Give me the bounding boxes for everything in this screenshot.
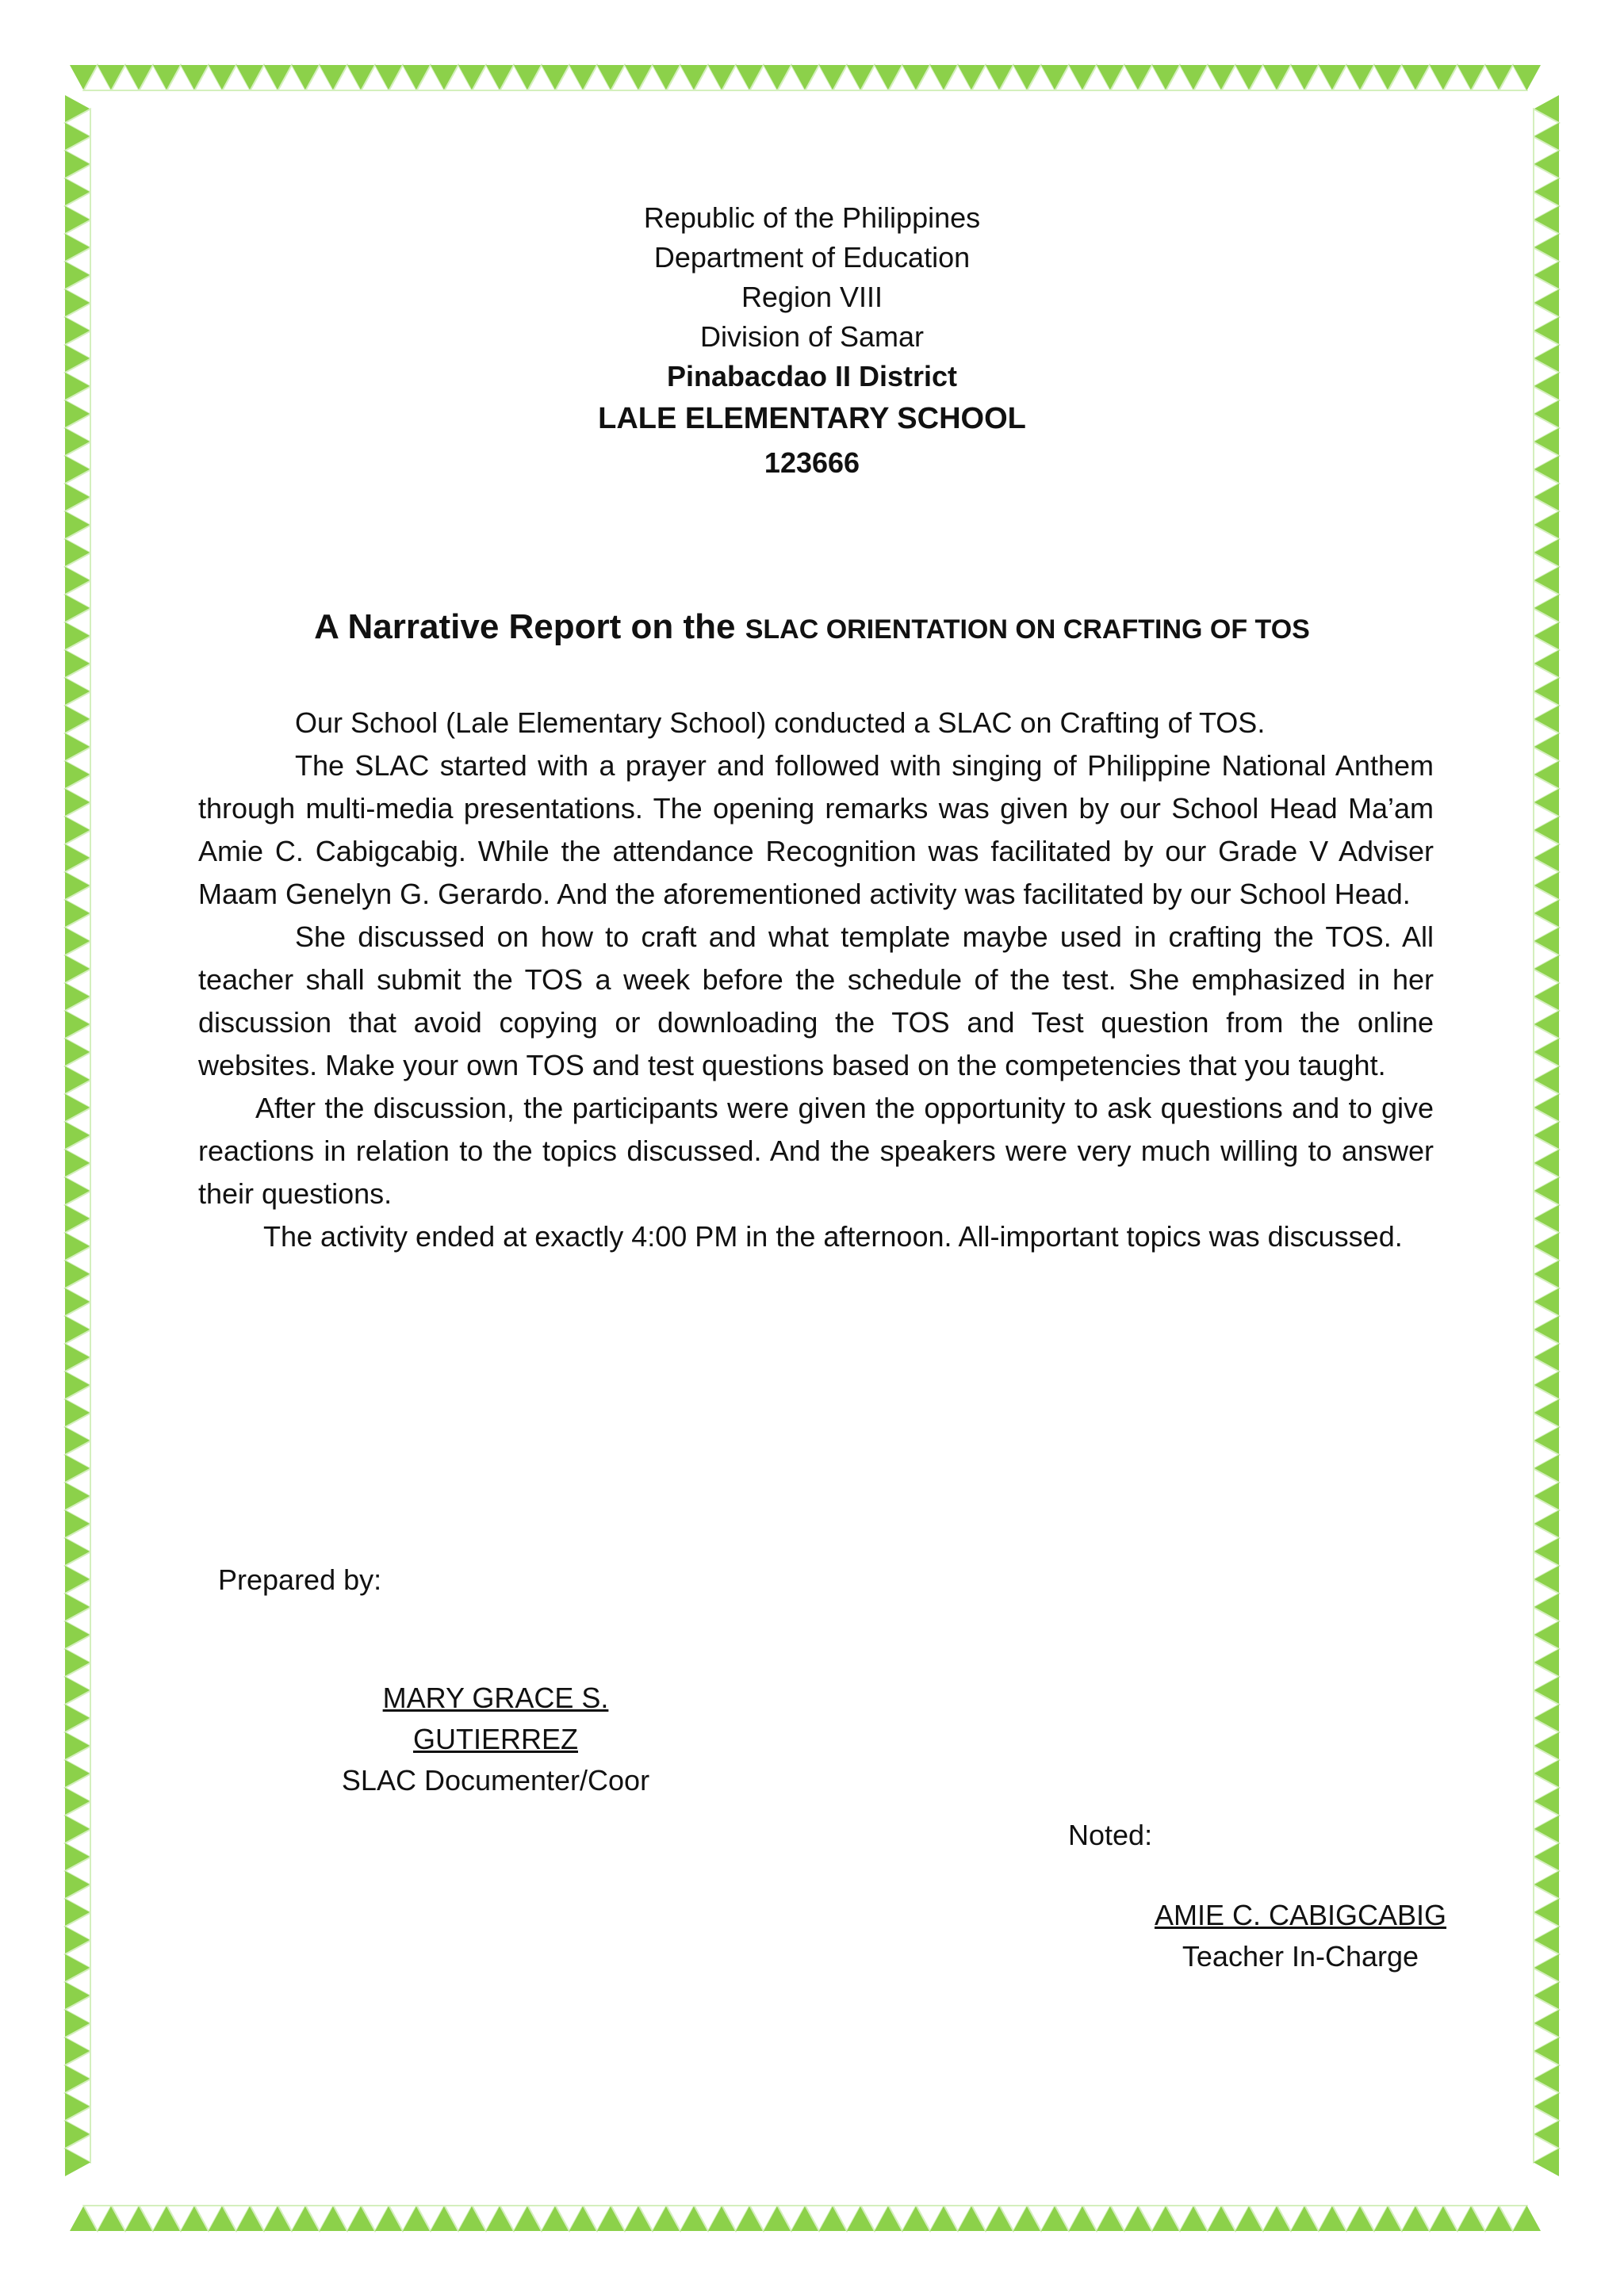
border-triangle bbox=[1208, 65, 1235, 90]
border-triangle bbox=[930, 2206, 958, 2231]
border-triangle bbox=[1534, 1954, 1559, 1982]
border-triangle bbox=[292, 65, 320, 90]
letterhead bbox=[0, 198, 1624, 485]
prepared-by-signature bbox=[301, 1678, 690, 1801]
border-triangle bbox=[236, 2206, 264, 2231]
border-triangle bbox=[458, 2206, 486, 2231]
border-triangle bbox=[1534, 1732, 1559, 1760]
border-triangle bbox=[1534, 1538, 1559, 1566]
border-triangle bbox=[1013, 65, 1041, 90]
border-triangle bbox=[1180, 2206, 1208, 2231]
border-triangle bbox=[65, 983, 90, 1011]
border-triangle bbox=[1534, 1927, 1559, 1954]
report-title-lead: A Narrative Report on the bbox=[314, 607, 745, 646]
border-triangle bbox=[1097, 2206, 1124, 2231]
border-triangle bbox=[320, 65, 347, 90]
border-triangle bbox=[486, 2206, 514, 2231]
noted-label: Noted: bbox=[1068, 1819, 1153, 1851]
border-triangle bbox=[181, 65, 209, 90]
border-triangle bbox=[1430, 65, 1457, 90]
border-triangle bbox=[1208, 2206, 1235, 2231]
border-triangle bbox=[1534, 650, 1559, 678]
border-triangle bbox=[1534, 2093, 1559, 2121]
border-triangle bbox=[1291, 65, 1319, 90]
border-triangle bbox=[347, 65, 375, 90]
border-triangle bbox=[1534, 1816, 1559, 1843]
border-triangle bbox=[65, 1233, 90, 1261]
border-triangle bbox=[1534, 1372, 1559, 1399]
border-triangle bbox=[1319, 2206, 1346, 2231]
border-triangle bbox=[1534, 1288, 1559, 1316]
border-triangle bbox=[1263, 2206, 1291, 2231]
border-triangle bbox=[65, 1122, 90, 1150]
border-triangle bbox=[1430, 2206, 1457, 2231]
border-triangle bbox=[1041, 2206, 1069, 2231]
letterhead-department: Department of Education bbox=[653, 241, 971, 274]
border-triangle bbox=[1534, 1705, 1559, 1732]
border-triangle bbox=[1319, 65, 1346, 90]
border-triangle bbox=[1513, 65, 1541, 90]
border-triangle bbox=[431, 2206, 458, 2231]
border-triangle bbox=[65, 1816, 90, 1843]
border-triangle bbox=[1534, 1233, 1559, 1261]
border-triangle bbox=[986, 2206, 1013, 2231]
paragraph: The SLAC started with a prayer and followed with singing of Philippine National Anthem through multi-media presentations. The opening remarks was given by our School Head Ma’am Amie C. Cabigcabig. While the attendance Recognition was facilitated by our Grade V Adviser Maam Genelyn G. Gerardo. And the aforementioned activity was facilitated by our School Head. bbox=[198, 749, 1434, 910]
border-triangle bbox=[65, 1288, 90, 1316]
border-triangle bbox=[1534, 1011, 1559, 1039]
border-triangle bbox=[1534, 1316, 1559, 1344]
border-triangle bbox=[65, 1011, 90, 1039]
border-triangle bbox=[1235, 2206, 1263, 2231]
border-triangle bbox=[1485, 65, 1513, 90]
paragraph: The activity ended at exactly 4:00 PM in the afternoon. All-important topics was discussed. bbox=[263, 1220, 1403, 1253]
school-name: LALE ELEMENTARY SCHOOL bbox=[598, 402, 1026, 435]
border-triangle bbox=[320, 2206, 347, 2231]
border-triangle bbox=[1069, 2206, 1097, 2231]
noter-name: AMIE C. CABIGCABIG bbox=[1154, 1899, 1447, 1931]
letterhead-district: Pinabacdao II District bbox=[666, 360, 958, 392]
border-triangle bbox=[986, 65, 1013, 90]
border-triangle bbox=[65, 2010, 90, 2038]
border-triangle bbox=[65, 1566, 90, 1594]
border-triangle bbox=[98, 65, 125, 90]
border-triangle bbox=[1534, 1982, 1559, 2010]
border-triangle bbox=[65, 1344, 90, 1372]
preparer-role: SLAC Documenter/Coor bbox=[341, 1764, 650, 1797]
border-triangle bbox=[1534, 1649, 1559, 1677]
border-triangle bbox=[1534, 1094, 1559, 1122]
border-triangle bbox=[1534, 151, 1559, 178]
border-triangle bbox=[1534, 817, 1559, 844]
border-triangle bbox=[65, 1538, 90, 1566]
border-triangle bbox=[403, 2206, 431, 2231]
border-triangle bbox=[1124, 65, 1152, 90]
border-triangle bbox=[65, 1039, 90, 1066]
border-triangle bbox=[65, 2038, 90, 2065]
border-triangle bbox=[1534, 2010, 1559, 2038]
border-triangle bbox=[1534, 1344, 1559, 1372]
border-triangle bbox=[1374, 65, 1402, 90]
border-triangle bbox=[65, 2093, 90, 2121]
border-triangle bbox=[847, 65, 875, 90]
border-triangle bbox=[65, 1399, 90, 1427]
border-triangle bbox=[375, 2206, 403, 2231]
border-triangle bbox=[1513, 2206, 1541, 2231]
border-triangle bbox=[1534, 872, 1559, 900]
prepared-by-label: Prepared by: bbox=[218, 1563, 382, 1596]
border-triangle bbox=[125, 2206, 153, 2231]
border-triangle bbox=[1534, 1066, 1559, 1094]
border-triangle bbox=[708, 65, 736, 90]
border-triangle bbox=[65, 844, 90, 872]
border-triangle bbox=[65, 1066, 90, 1094]
border-triangle bbox=[1346, 2206, 1374, 2231]
border-triangle bbox=[1013, 2206, 1041, 2231]
border-triangle bbox=[958, 2206, 986, 2231]
letterhead-division: Division of Samar bbox=[699, 320, 925, 353]
border-triangle bbox=[65, 511, 90, 539]
border-triangle bbox=[1041, 65, 1069, 90]
letterhead-region: Region VIII bbox=[741, 281, 883, 313]
border-triangle bbox=[1534, 2065, 1559, 2093]
noted-signature bbox=[1142, 1895, 1459, 1977]
border-triangle bbox=[1534, 900, 1559, 928]
paragraph: After the discussion, the participants were given the opportunity to ask questions and to give reactions in relation to the topics discussed. And the speakers were very much willing to answer their questions. bbox=[198, 1092, 1434, 1210]
border-triangle bbox=[65, 151, 90, 178]
border-triangle bbox=[65, 1927, 90, 1954]
border-triangle bbox=[65, 1455, 90, 1483]
border-triangle bbox=[1534, 706, 1559, 733]
border-triangle bbox=[65, 872, 90, 900]
border-triangle bbox=[65, 123, 90, 151]
border-triangle bbox=[65, 678, 90, 706]
border-triangle bbox=[542, 65, 569, 90]
border-triangle bbox=[1457, 2206, 1485, 2231]
border-triangle bbox=[902, 2206, 930, 2231]
border-triangle bbox=[569, 65, 597, 90]
border-triangle bbox=[65, 1899, 90, 1927]
noter-role: Teacher In-Charge bbox=[1182, 1940, 1419, 1973]
border-triangle bbox=[1534, 844, 1559, 872]
border-triangle bbox=[65, 95, 90, 123]
border-triangle bbox=[65, 1316, 90, 1344]
report-title bbox=[0, 607, 1624, 647]
border-triangle bbox=[847, 2206, 875, 2231]
border-triangle bbox=[65, 484, 90, 511]
border-triangle bbox=[65, 2065, 90, 2093]
border-triangle bbox=[1534, 567, 1559, 595]
border-triangle bbox=[65, 706, 90, 733]
border-triangle bbox=[125, 65, 153, 90]
border-triangle bbox=[1534, 1150, 1559, 1177]
border-triangle bbox=[764, 2206, 791, 2231]
border-triangle bbox=[70, 2206, 98, 2231]
preparer-name: MARY GRACE S. GUTIERREZ bbox=[382, 1682, 609, 1755]
border-triangle bbox=[65, 955, 90, 983]
border-triangle bbox=[375, 65, 403, 90]
border-triangle bbox=[514, 65, 542, 90]
border-triangle bbox=[1124, 2206, 1152, 2231]
border-triangle bbox=[65, 2149, 90, 2176]
border-triangle bbox=[65, 1843, 90, 1871]
border-triangle bbox=[764, 65, 791, 90]
border-triangle bbox=[736, 2206, 764, 2231]
border-triangle bbox=[1534, 1677, 1559, 1705]
border-triangle bbox=[65, 817, 90, 844]
border-triangle bbox=[1534, 1427, 1559, 1455]
border-triangle bbox=[65, 1205, 90, 1233]
border-triangle bbox=[1374, 2206, 1402, 2231]
border-triangle bbox=[65, 1954, 90, 1982]
border-triangle bbox=[458, 65, 486, 90]
border-triangle bbox=[98, 2206, 125, 2231]
border-triangle bbox=[70, 65, 98, 90]
border-triangle bbox=[1534, 678, 1559, 706]
border-triangle bbox=[292, 2206, 320, 2231]
border-triangle bbox=[236, 65, 264, 90]
border-triangle bbox=[209, 65, 236, 90]
border-triangle bbox=[65, 1788, 90, 1816]
border-triangle bbox=[1534, 511, 1559, 539]
border-triangle bbox=[1534, 1899, 1559, 1927]
border-triangle bbox=[708, 2206, 736, 2231]
border-triangle bbox=[1263, 65, 1291, 90]
border-triangle bbox=[65, 1177, 90, 1205]
border-triangle bbox=[1534, 1455, 1559, 1483]
border-triangle bbox=[1534, 1122, 1559, 1150]
border-triangle bbox=[736, 65, 764, 90]
border-triangle bbox=[65, 650, 90, 678]
school-id: 123666 bbox=[764, 446, 860, 479]
border-triangle bbox=[1235, 65, 1263, 90]
border-triangle bbox=[1534, 539, 1559, 567]
border-triangle bbox=[65, 1150, 90, 1177]
paragraph: Our School (Lale Elementary School) conducted a SLAC on Crafting of TOS. bbox=[295, 706, 1266, 739]
border-triangle bbox=[1534, 1594, 1559, 1621]
border-triangle bbox=[1534, 1510, 1559, 1538]
border-triangle bbox=[65, 567, 90, 595]
border-triangle bbox=[264, 2206, 292, 2231]
border-triangle bbox=[1534, 1621, 1559, 1649]
border-triangle bbox=[902, 65, 930, 90]
border-triangle bbox=[1534, 983, 1559, 1011]
border-triangle bbox=[1534, 1566, 1559, 1594]
border-triangle bbox=[403, 65, 431, 90]
border-triangle bbox=[597, 65, 625, 90]
border-triangle bbox=[65, 1594, 90, 1621]
border-triangle bbox=[65, 1427, 90, 1455]
border-triangle bbox=[1152, 2206, 1180, 2231]
border-triangle bbox=[680, 65, 708, 90]
border-triangle bbox=[1291, 2206, 1319, 2231]
border-triangle bbox=[875, 65, 902, 90]
border-triangle bbox=[1534, 1760, 1559, 1788]
border-triangle bbox=[875, 2206, 902, 2231]
border-triangle bbox=[1457, 65, 1485, 90]
border-triangle bbox=[65, 1510, 90, 1538]
border-triangle bbox=[65, 928, 90, 955]
border-triangle bbox=[65, 789, 90, 817]
border-triangle bbox=[65, 900, 90, 928]
border-triangle bbox=[1534, 1483, 1559, 1510]
border-triangle bbox=[791, 65, 819, 90]
border-triangle bbox=[1534, 2121, 1559, 2149]
border-triangle bbox=[1402, 65, 1430, 90]
border-triangle bbox=[1534, 484, 1559, 511]
border-triangle bbox=[181, 2206, 209, 2231]
border-triangle bbox=[1534, 1205, 1559, 1233]
border-triangle bbox=[625, 65, 653, 90]
border-triangle bbox=[791, 2206, 819, 2231]
border-triangle bbox=[819, 2206, 847, 2231]
border-triangle bbox=[264, 65, 292, 90]
report-body bbox=[198, 702, 1434, 1258]
letterhead-republic: Republic of the Philippines bbox=[643, 201, 981, 234]
border-triangle bbox=[1097, 65, 1124, 90]
border-triangle bbox=[1534, 1871, 1559, 1899]
border-triangle bbox=[65, 1483, 90, 1510]
border-triangle bbox=[65, 1871, 90, 1899]
border-triangle bbox=[486, 65, 514, 90]
border-triangle bbox=[1534, 1177, 1559, 1205]
border-triangle bbox=[153, 65, 181, 90]
border-triangle bbox=[930, 65, 958, 90]
border-triangle bbox=[1534, 1399, 1559, 1427]
border-triangle bbox=[1534, 1039, 1559, 1066]
border-triangle bbox=[209, 2206, 236, 2231]
border-triangle bbox=[1534, 1788, 1559, 1816]
border-triangle bbox=[65, 1649, 90, 1677]
border-triangle bbox=[1534, 761, 1559, 789]
border-triangle bbox=[65, 1372, 90, 1399]
border-triangle bbox=[1534, 955, 1559, 983]
border-triangle bbox=[1534, 1261, 1559, 1288]
border-triangle bbox=[65, 733, 90, 761]
border-triangle bbox=[347, 2206, 375, 2231]
border-triangle bbox=[819, 65, 847, 90]
border-triangle bbox=[1534, 789, 1559, 817]
border-triangle bbox=[1534, 928, 1559, 955]
border-triangle bbox=[542, 2206, 569, 2231]
border-triangle bbox=[1534, 123, 1559, 151]
border-triangle bbox=[653, 65, 680, 90]
border-triangle bbox=[1180, 65, 1208, 90]
paragraph: She discussed on how to craft and what template maybe used in crafting the TOS. All teacher shall submit the TOS a week before the schedule of the test. She emphasized in her discussion that avoid copying or downloading the TOS and Test question from the online websites. Make your own TOS and test questions based on the competencies that you taught. bbox=[198, 920, 1434, 1081]
border-triangle bbox=[153, 2206, 181, 2231]
border-triangle bbox=[958, 65, 986, 90]
border-triangle bbox=[653, 2206, 680, 2231]
border-triangle bbox=[1485, 2206, 1513, 2231]
border-triangle bbox=[514, 2206, 542, 2231]
border-triangle bbox=[65, 539, 90, 567]
report-title-subject: SLAC ORIENTATION ON CRAFTING OF TOS bbox=[745, 614, 1310, 645]
border-triangle bbox=[1534, 2038, 1559, 2065]
border-triangle bbox=[431, 65, 458, 90]
border-triangle bbox=[1534, 1843, 1559, 1871]
border-triangle bbox=[1534, 733, 1559, 761]
border-triangle bbox=[1152, 65, 1180, 90]
border-triangle bbox=[65, 761, 90, 789]
border-triangle bbox=[1534, 95, 1559, 123]
border-triangle bbox=[65, 2121, 90, 2149]
border-triangle bbox=[65, 1677, 90, 1705]
border-triangle bbox=[1346, 65, 1374, 90]
border-triangle bbox=[65, 1760, 90, 1788]
border-triangle bbox=[1069, 65, 1097, 90]
border-triangle bbox=[1402, 2206, 1430, 2231]
border-triangle bbox=[65, 1261, 90, 1288]
border-triangle bbox=[65, 1094, 90, 1122]
border-triangle bbox=[625, 2206, 653, 2231]
border-triangle bbox=[680, 2206, 708, 2231]
border-triangle bbox=[65, 1732, 90, 1760]
border-triangle bbox=[65, 1982, 90, 2010]
border-triangle bbox=[569, 2206, 597, 2231]
border-triangle bbox=[1534, 2149, 1559, 2176]
border-triangle bbox=[65, 1621, 90, 1649]
border-triangle bbox=[597, 2206, 625, 2231]
border-triangle bbox=[65, 1705, 90, 1732]
